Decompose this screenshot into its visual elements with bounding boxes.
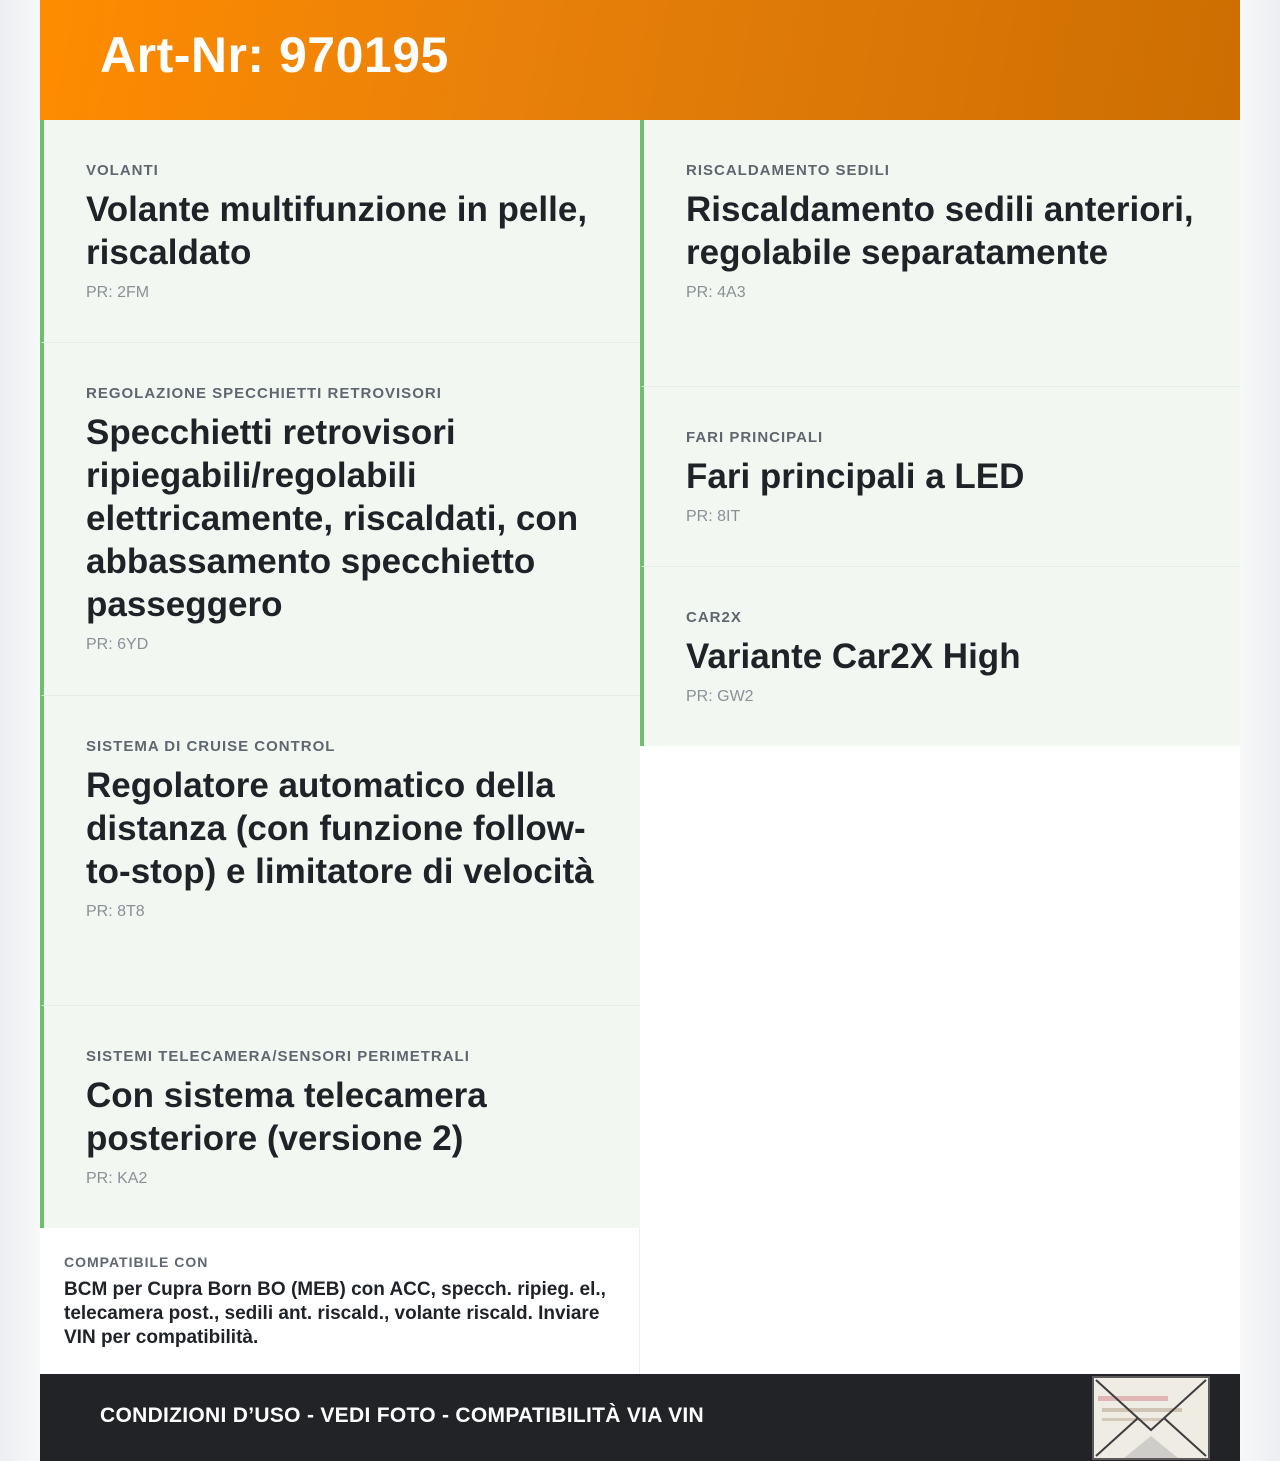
feature-category: VOLANTI [86,162,159,179]
feature-title: Variante Car2X High [686,637,1021,676]
feature-title: Riscaldamento sedili anteriori, regolabile separatamente [686,190,1194,272]
feature-pr-code: PR: KA2 [86,1170,148,1187]
feature-card [640,387,1240,567]
feature-category: SISTEMI TELECAMERA/SENSORI PERIMETRALI [86,1048,470,1065]
feature-title: Fari principali a LED [686,457,1025,496]
feature-category: FARI PRINCIPALI [686,429,824,446]
compatibility-label: COMPATIBILE CON [64,1254,209,1270]
feature-category: RISCALDAMENTO SEDILI [686,162,890,179]
compatibility-text: BCM per Cupra Born BO (MEB) con ACC, specch. ripieg. el., telecamera post., sedili ant. riscald., volante riscald. Inviare VIN per compatibilità. [64,1279,606,1348]
compatibility-section [40,1228,640,1374]
feature-pr-code: PR: 2FM [86,284,150,301]
feature-card [40,120,640,343]
feature-pr-code: PR: 8IT [686,508,741,525]
feature-card [40,696,640,1006]
page [40,0,1240,1461]
feature-pr-code: PR: 4A3 [686,284,746,301]
feature-pr-code: PR: GW2 [686,688,754,705]
feature-title: Regolatore automatico della distanza (con funzione follow-to-stop) e limitatore di velocità [86,766,594,891]
feature-card [40,1006,640,1228]
feature-category: SISTEMA DI CRUISE CONTROL [86,738,336,755]
feature-title: Volante multifunzione in pelle, riscaldato [86,190,588,272]
header-banner [40,0,1240,120]
article-number-title: Art-Nr: 970195 [100,27,449,83]
feature-card [40,343,640,696]
feature-title: Con sistema telecamera posteriore (versione 2) [86,1076,487,1158]
feature-pr-code: PR: 8T8 [86,903,145,920]
feature-category: CAR2X [686,609,742,626]
product-photo-thumbnail[interactable] [1092,1376,1210,1460]
feature-pr-code: PR: 6YD [86,636,149,653]
feature-card [640,567,1240,746]
feature-card [640,120,1240,387]
footer-text: CONDIZIONI D’USO - VEDI FOTO - COMPATIBILITÀ VIA VIN [100,1404,704,1427]
feature-category: REGOLAZIONE SPECCHIETTI RETROVISORI [86,385,442,402]
footer-bar [40,1374,1240,1461]
envelope-icon [1094,1378,1208,1458]
feature-title: Specchietti retrovisori ripiegabili/regolabili elettricamente, riscaldati, con abbassamento specchietto passeggero [86,413,579,624]
